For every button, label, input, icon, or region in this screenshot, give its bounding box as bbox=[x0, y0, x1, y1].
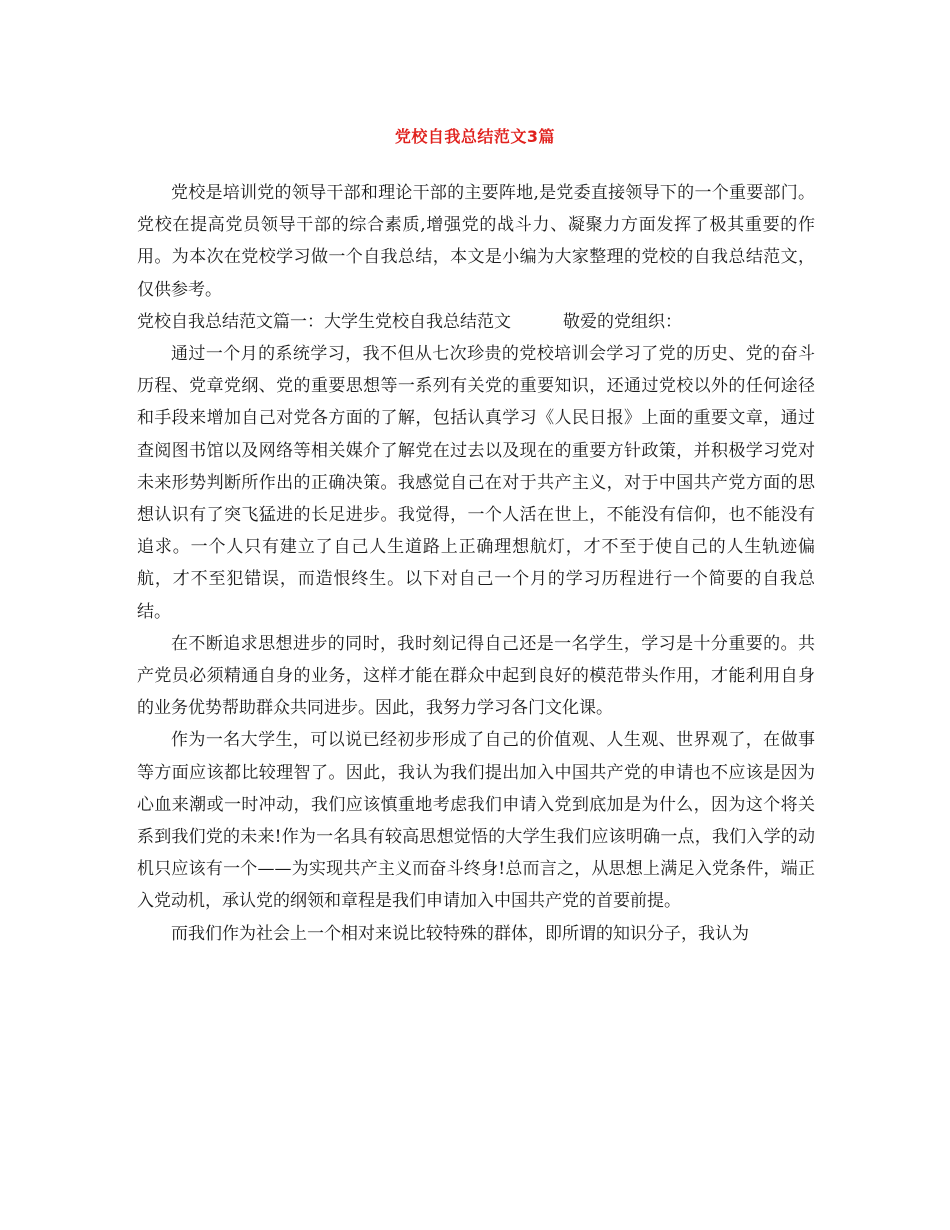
document-body bbox=[137, 177, 815, 950]
salutation: 敬爱的党组织： bbox=[563, 311, 682, 332]
document-title: 党校自我总结范文3篇 bbox=[394, 127, 556, 146]
body-paragraph-1: 通过一个月的系统学习，我不但从七次珍贵的党校培训会学习了党的历史、党的奋斗历程、党章党纲、党的重要思想等一系列有关党的重要知识，还通过党校以外的任何途径和手段来增加自己对党各方面的了解，包括认真学习《人民日报》上面的重要文章，通过查阅图书馆以及网络等相关媒介了解党在过去以及现在的重要方针政策，并积极学习党对未来形势判断所作出的正确决策。我感觉自己在对于共产主义，对于中国共产党方面的思想认识有了突飞猛进的长足进步。我觉得，一个人活在世上，不能没有信仰，也不能没有追求。一个人只有建立了自己人生道路上正确理想航灯，才不至于使自己的人生轨迹偏航，才不至犯错误，而造恨终生。以下对自己一个月的学习历程进行一个简要的自我总结。 bbox=[137, 344, 815, 622]
section-heading: 党校自我总结范文篇一：大学生党校自我总结范文 bbox=[137, 311, 511, 332]
body-paragraph-4: 而我们作为社会上一个相对来说比较特殊的群体，即所谓的知识分子，我认为 bbox=[171, 923, 749, 944]
body-paragraph-2: 在不断追求思想进步的同时，我时刻记得自己还是一名学生，学习是十分重要的。共产党员必须精通自身的业务，这样才能在群众中起到良好的模范带头作用，才能利用自身的业务优势帮助群众共同进步。因此，我努力学习各门文化课。 bbox=[137, 633, 815, 719]
section-heading-line bbox=[137, 306, 815, 338]
body-paragraph-3: 作为一名大学生，可以说已经初步形成了自己的价值观、人生观、世界观了，在做事等方面应该都比较理智了。因此，我认为我们提出加入中国共产党的申请也不应该是因为心血来潮或一时冲动，我们应该慎重地考虑我们申请入党到底加是为什么，因为这个将关系到我们党的未来!作为一名具有较高思想觉悟的大学生我们应该明确一点，我们入学的动机只应该有一个——为实现共产主义而奋斗终身!总而言之，从思想上满足入党条件，端正入党动机，承认党的纲领和章程是我们申请加入中国共产党的首要前提。 bbox=[137, 730, 815, 912]
intro-paragraph: 党校是培训党的领导干部和理论干部的主要阵地,是党委直接领导下的一个重要部门。党校在提高党员领导干部的综合素质,增强党的战斗力、凝聚力方面发挥了极其重要的作用。为本次在党校学习做一个自我总结，本文是小编为大家整理的党校的自我总结范文，仅供参考。 bbox=[137, 183, 815, 300]
